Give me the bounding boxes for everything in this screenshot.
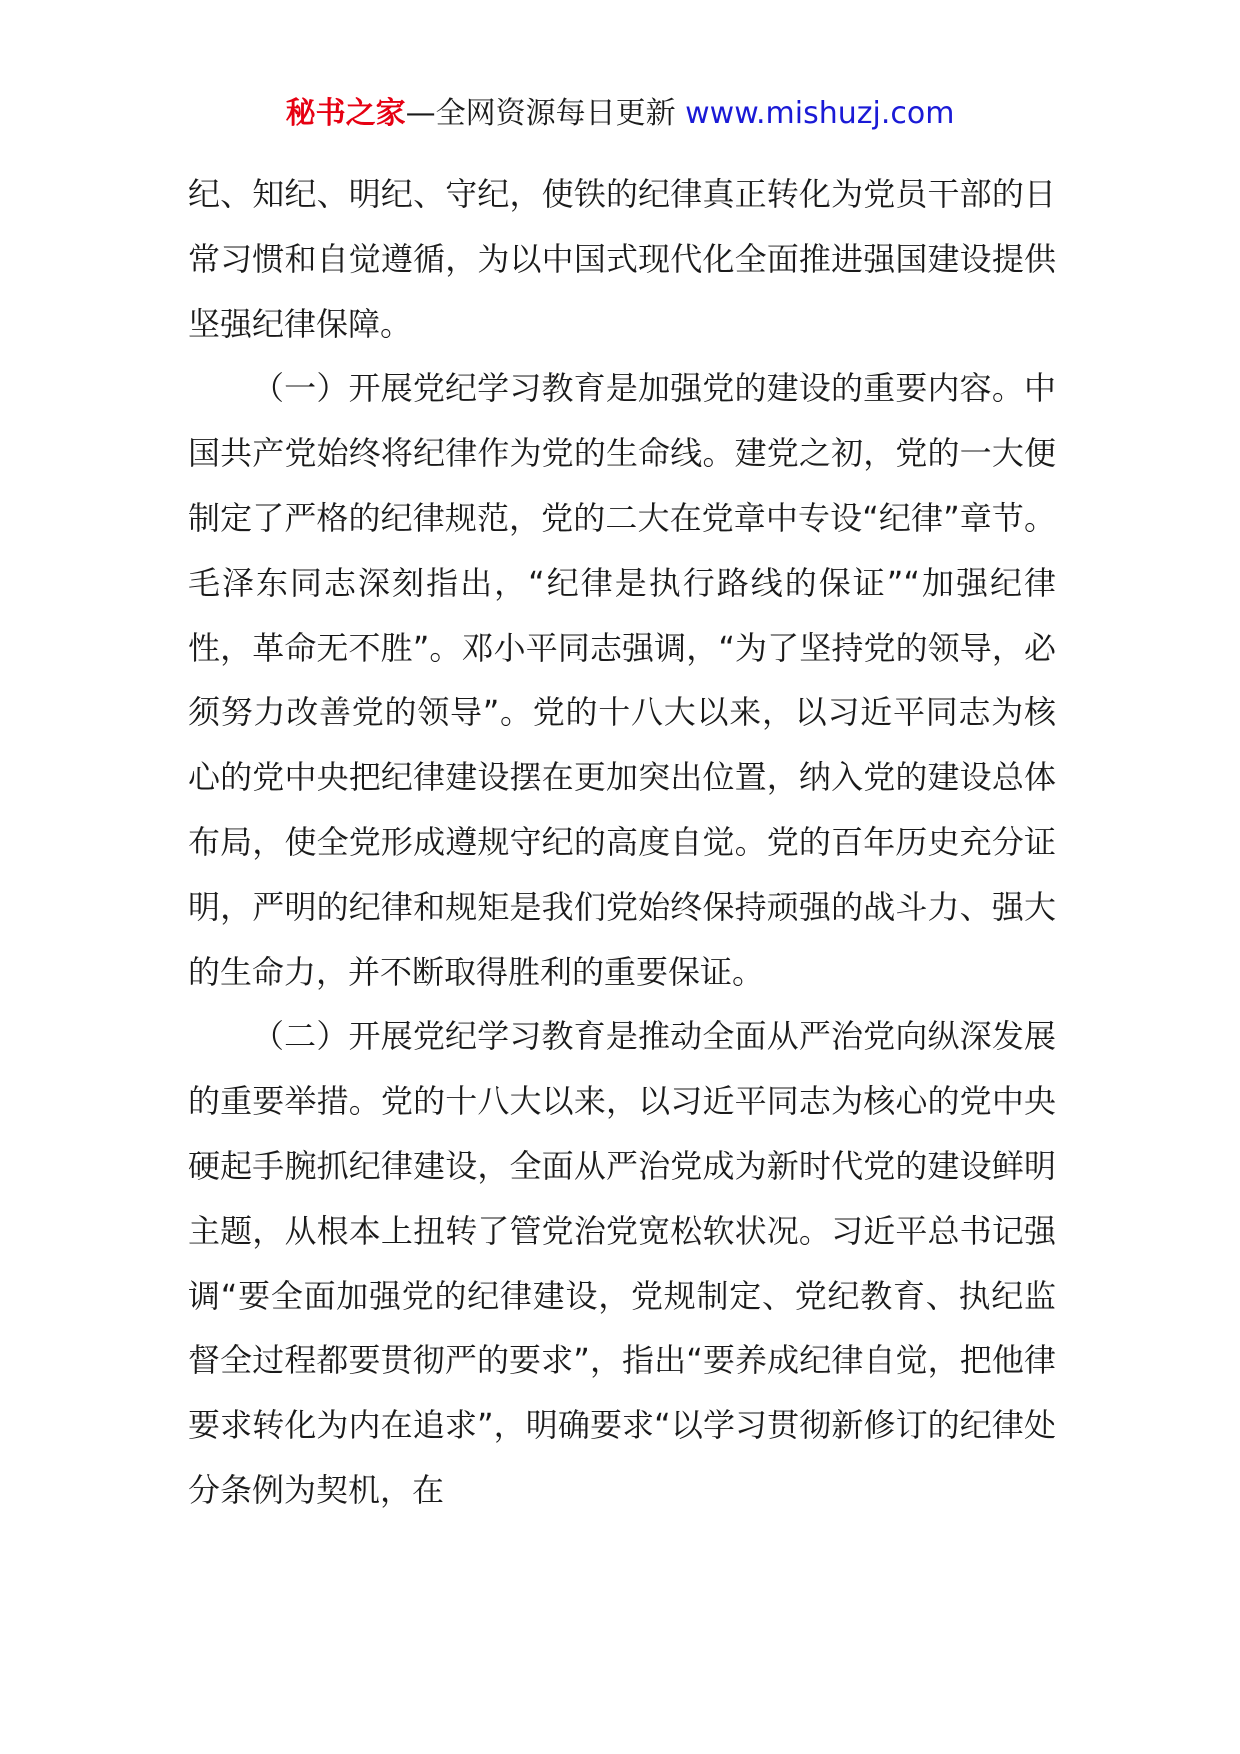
brand-name: 秘书之家 — [285, 96, 406, 131]
document-body — [188, 162, 1056, 1523]
site-url-link[interactable]: www.mishuzj.com — [685, 96, 955, 131]
paragraph-continuation: 纪、知纪、明纪、守纪，使铁的纪律真正转化为党员干部的日常习惯和自觉遵循，为以中国式现代化全面推进强国建设提供坚强纪律保障。 — [188, 175, 1056, 343]
site-header — [0, 92, 1240, 136]
header-tagline: —全网资源每日更新 — [405, 96, 676, 131]
paragraph-section-2: （二）开展党纪学习教育是推动全面从严治党向纵深发展的重要举措。党的十八大以来，以习近平同志为核心的党中央硬起手腕抓纪律建设，全面从严治党成为新时代党的建设鲜明主题，从根本上扭转了管党治党宽松软状况。习近平总书记强调“要全面加强党的纪律建设，党规制定、党纪教育、执纪监督全过程都要贯彻严的要求”，指出“要养成纪律自觉，把他律要求转化为内在追求”，明确要求“以学习贯彻新修订的纪律处分条例为契机，在 — [188, 1017, 1056, 1509]
paragraph-section-1: （一）开展党纪学习教育是加强党的建设的重要内容。中国共产党始终将纪律作为党的生命线。建党之初，党的一大便制定了严格的纪律规范，党的二大在党章中专设“纪律”章节。毛泽东同志深刻指出，“纪律是执行路线的保证”“加强纪律性，革命无不胜”。邓小平同志强调，“为了坚持党的领导，必须努力改善党的领导”。党的十八大以来，以习近平同志为核心的党中央把纪律建设摆在更加突出位置，纳入党的建设总体布局，使全党形成遵规守纪的高度自觉。党的百年历史充分证明，严明的纪律和规矩是我们党始终保持顽强的战斗力、强大的生命力，并不断取得胜利的重要保证。 — [188, 369, 1056, 991]
